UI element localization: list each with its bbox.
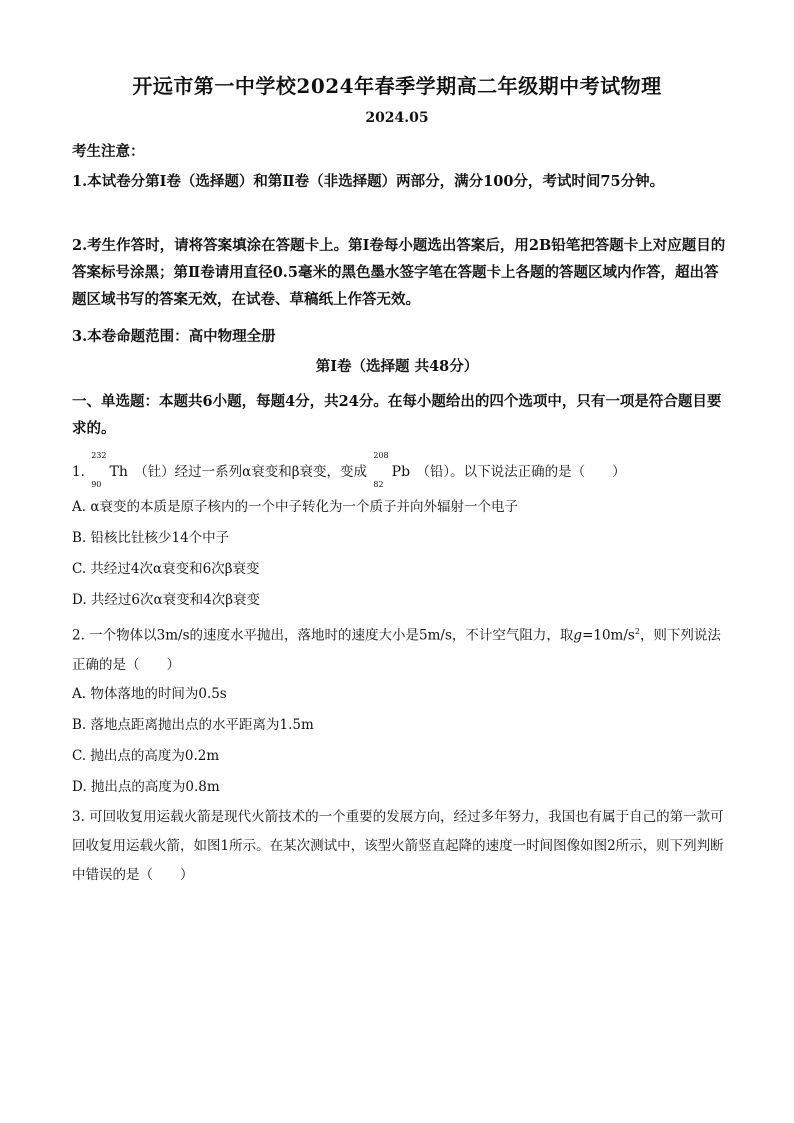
notice-item-2: 2.考生作答时，请将答案填涂在答题卡上。第Ⅰ卷每小题选出答案后，用2B铅笔把答题卡上对应题目的答案标号涂黑；第Ⅱ卷请用直径0.5毫米的黑色墨水签字笔在答题卡上各题的答题区域内作答，超出答题区域书写的答案无效，在试卷、草稿纸上作答无效。 (72, 237, 726, 308)
question-2-option-c: C. 抛出点的高度为0.2m (72, 748, 220, 764)
notice-heading: 考生注意： (72, 143, 145, 160)
section-intro: 一、单选题：本题共6小题，每题4分，共24分。在每小题给出的四个选项中，只有一项是符合题目要求的。 (72, 393, 722, 437)
element-symbol: Pb (391, 464, 411, 480)
element-symbol: Th (109, 464, 128, 480)
question-1-stem (72, 451, 732, 489)
atomic-number: 82 (373, 480, 384, 489)
question-2-option-a: A. 物体落地的时间为0.5s (72, 686, 227, 702)
question-1-option-d: D. 共经过6次α衰变和4次β衰变 (72, 592, 261, 608)
question-number: 1. (72, 464, 85, 480)
question-text: ，则下列说法正确的是（ ） (72, 627, 721, 673)
notice-item-1: 1.本试卷分第Ⅰ卷（选择题）和第Ⅱ卷（非选择题）两部分，满分100分，考试时间75分钟。 (72, 173, 665, 190)
exam-date: 2024.05 (365, 110, 429, 126)
exam-title: 开远市第一中学校2024年春季学期高二年级期中考试物理 (132, 74, 662, 98)
question-text: （铅）。以下说法正确的是（ ） (416, 464, 626, 480)
question-text: （钍）经过一系列α衰变和β衰变，变成 (134, 464, 368, 480)
question-2-stem (72, 617, 732, 680)
atomic-number: 90 (91, 480, 102, 489)
mass-number: 208 (373, 451, 389, 460)
question-1-option-c: C. 共经过4次α衰变和6次β衰变 (72, 561, 260, 577)
question-1-option-a: A. α衰变的本质是原子核内的一个中子转化为一个质子并向外辐射一个电子 (72, 499, 518, 515)
notice-item-3: 3.本卷命题范围：高中物理全册 (72, 328, 276, 345)
question-1-option-b: B. 铅核比钍核少14个中子 (72, 530, 230, 546)
question-text: =10m/s (582, 627, 635, 644)
exponent: 2 (634, 627, 640, 636)
nuclide-lead (373, 451, 411, 489)
question-text: 2. 一个物体以3m/s的速度水平抛出，落地时的速度大小是5m/s，不计空气阻力，取 (72, 627, 574, 644)
mass-number: 232 (91, 451, 107, 460)
nuclide-thorium (91, 451, 128, 489)
question-2-option-d: D. 抛出点的高度为0.8m (72, 779, 220, 795)
question-3-stem: 3. 可回收复用运载火箭是现代火箭技术的一个重要的发展方向，经过多年努力，我国也有属于自己的第一款可回收复用运载火箭，如图1所示。在某次测试中，该型火箭竖直起降的速度一时间图像如图2所示，则下列判断中错误的是（ ） (72, 809, 724, 883)
section-heading: 第Ⅰ卷（选择题 共48分） (315, 358, 479, 375)
gravity-symbol: g (573, 627, 583, 644)
question-2-option-b: B. 落地点距离抛出点的水平距离为1.5m (72, 717, 314, 733)
